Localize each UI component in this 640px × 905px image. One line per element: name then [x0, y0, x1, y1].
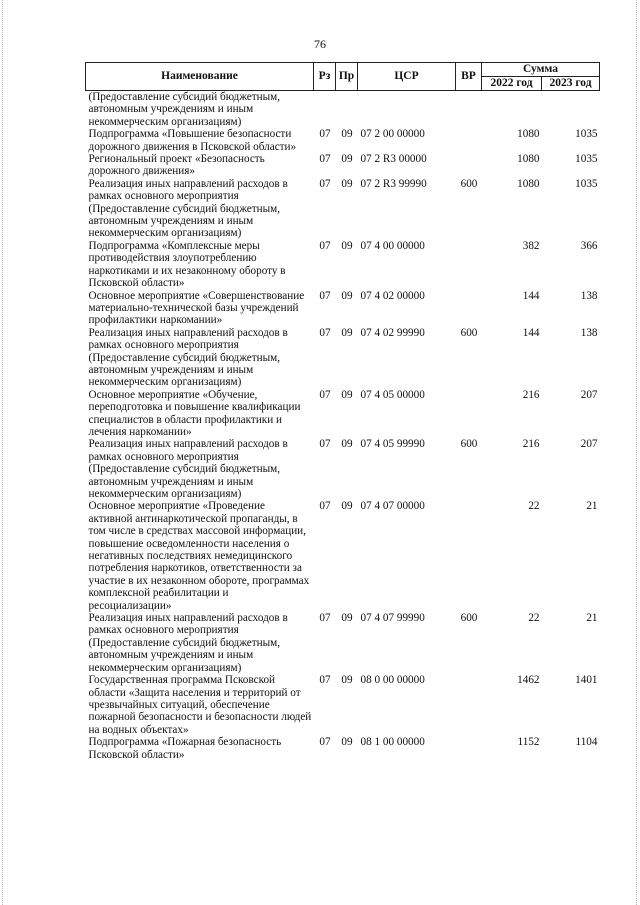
cell-rz: 07	[319, 500, 331, 513]
table-row	[86, 327, 600, 389]
cell-csr: 07 4 07 99990	[360, 612, 425, 625]
cell-csr: 08 0 00 00000	[360, 674, 425, 687]
header-2022: 2022 год	[482, 77, 542, 91]
scan-edge-left	[2, 0, 4, 905]
cell-s2023: 207	[580, 388, 598, 401]
cell-name: Реализация иных направлений расходов в рамках основного мероприятия (Предоставление субсидий бюджетным, автономным учреждениям и иным некоммерческим организациям)	[88, 612, 288, 674]
cell-vr: 600	[460, 177, 478, 190]
cell-s2022: 1080	[517, 177, 540, 190]
cell-name: (Предоставление субсидий бюджетным, автономным учреждениям и иным некоммерческим организациям)	[88, 91, 281, 128]
cell-csr: 07 4 00 00000	[360, 239, 425, 252]
cell-name: Реализация иных направлений расходов в рамках основного мероприятия (Предоставление субсидий бюджетным, автономным учреждениям и иным некоммерческим организациям)	[88, 177, 288, 240]
header-pr: Пр	[336, 63, 358, 91]
table-row	[86, 500, 600, 612]
cell-vr	[456, 240, 482, 290]
cell-rz: 07	[319, 128, 331, 141]
cell-vr	[456, 290, 482, 327]
cell-csr: 07 4 05 99990	[360, 438, 425, 451]
cell-pr: 09	[341, 326, 353, 339]
cell-s2022: 1462	[517, 674, 540, 687]
cell-s2022: 216	[522, 388, 540, 401]
cell-rz: 07	[319, 674, 331, 687]
header-rz: Рз	[314, 63, 336, 91]
header-name: Наименование	[86, 63, 314, 91]
cell-s2023: 1035	[575, 153, 598, 166]
table-row	[86, 178, 600, 240]
cell-vr: 600	[460, 326, 478, 339]
cell-rz: 07	[319, 239, 331, 252]
cell-s2023: 366	[580, 239, 598, 252]
cell-pr: 09	[341, 289, 353, 302]
cell-csr: 07 4 07 00000	[360, 500, 425, 513]
scan-edge-right	[636, 0, 638, 905]
cell-csr: 07 2 R3 99990	[360, 177, 427, 190]
cell-s2022: 22	[528, 500, 540, 513]
cell-rz: 07	[319, 736, 331, 749]
budget-table	[85, 62, 600, 761]
cell-rz: 07	[319, 612, 331, 625]
cell-s2022: 22	[528, 612, 540, 625]
cell-s2023: 1035	[575, 177, 598, 190]
table-row	[86, 128, 600, 153]
table-row	[86, 389, 600, 439]
cell-pr: 09	[341, 612, 353, 625]
cell-csr: 08 1 00 00000	[360, 736, 425, 749]
cell-pr: 09	[341, 674, 353, 687]
header-csr: ЦСР	[358, 63, 456, 91]
table-row	[86, 91, 600, 129]
cell-rz: 07	[319, 438, 331, 451]
header-sum: Сумма	[482, 63, 600, 77]
cell-rz: 07	[319, 177, 331, 190]
cell-vr	[456, 128, 482, 153]
cell-s2023: 1035	[575, 128, 598, 141]
cell-rz: 07	[319, 326, 331, 339]
cell-name: Государственная программа Псковской области «Защита населения и территорий от чрезвычайных ситуаций, обеспечение пожарной безопасности и безопасности людей на водных объектах»	[88, 674, 312, 736]
cell-name: Основное мероприятие «Обучение, переподготовка и повышение квалификации специалистов в области профилактики и лечения наркомании»	[88, 388, 301, 438]
cell-s2022: 144	[522, 326, 540, 339]
cell-rz: 07	[319, 153, 331, 166]
cell-vr	[456, 153, 482, 178]
cell-name: Основное мероприятие «Проведение активной антинаркотической пропаганды, в том числе в средствах массовой информации, повышение осведомленности населения о негативных последствиях немедицинского потребления наркотиков, ответственности за участие в их незаконном обороте, программах комплексной реабилитации и ресоциализации»	[88, 500, 310, 612]
cell-vr	[456, 389, 482, 439]
cell-name: Региональный проект «Безопасность дорожного движения»	[88, 153, 265, 178]
cell-pr: 09	[341, 153, 353, 166]
cell-name: Подпрограмма «Комплексные меры противодействия злоупотреблению наркотиками и их незаконному обороту в Псковской области»	[88, 239, 286, 290]
cell-name: Реализация иных направлений расходов в рамках основного мероприятия (Предоставление субсидий бюджетным, автономным учреждениям и иным некоммерческим организациям)	[88, 326, 288, 389]
cell-s2022: 1152	[517, 736, 540, 749]
cell-s2023: 21	[586, 612, 598, 625]
cell-s2023: 207	[580, 438, 598, 451]
table-row	[86, 612, 600, 674]
cell-vr: 600	[460, 612, 478, 625]
cell-pr: 09	[341, 239, 353, 252]
cell-s2022: 144	[522, 289, 540, 302]
cell-vr	[456, 91, 482, 129]
table-row	[86, 153, 600, 178]
cell-s2022	[482, 91, 542, 129]
cell-pr	[336, 91, 358, 129]
cell-pr: 09	[341, 128, 353, 141]
cell-csr: 07 4 05 00000	[360, 388, 425, 401]
cell-csr: 07 4 02 00000	[360, 289, 425, 302]
cell-s2023	[542, 91, 600, 129]
cell-name: Подпрограмма «Повышение безопасности дорожного движения в Псковской области»	[88, 128, 297, 153]
header-2023: 2023 год	[542, 77, 600, 91]
cell-vr: 600	[460, 438, 478, 451]
cell-vr	[456, 500, 482, 612]
cell-rz: 07	[319, 289, 331, 302]
cell-s2022: 1080	[517, 153, 540, 166]
cell-s2023: 21	[586, 500, 598, 513]
cell-rz	[314, 91, 336, 129]
table-row	[86, 736, 600, 761]
cell-vr	[456, 736, 482, 761]
cell-csr: 07 2 00 00000	[360, 128, 425, 141]
cell-name: Реализация иных направлений расходов в рамках основного мероприятия (Предоставление субсидий бюджетным, автономным учреждениям и иным некоммерческим организациям)	[88, 438, 288, 500]
table-row	[86, 674, 600, 736]
table-body	[86, 91, 600, 761]
table-row	[86, 438, 600, 500]
cell-s2022: 382	[522, 239, 540, 252]
table-row	[86, 240, 600, 290]
cell-vr	[456, 674, 482, 736]
table-header	[86, 63, 600, 91]
cell-pr: 09	[341, 500, 353, 513]
cell-csr: 07 4 02 99990	[360, 326, 425, 339]
cell-pr: 09	[341, 177, 353, 190]
table-row	[86, 290, 600, 327]
page-number: 76	[314, 37, 326, 51]
cell-csr	[358, 91, 456, 129]
cell-s2023: 1401	[575, 674, 598, 687]
header-vr: ВР	[456, 63, 482, 91]
cell-s2022: 1080	[517, 128, 540, 141]
cell-pr: 09	[341, 438, 353, 451]
cell-s2022: 216	[522, 438, 540, 451]
cell-pr: 09	[341, 736, 353, 749]
cell-name: Основное мероприятие «Совершенствование материально-технической базы учреждений профилактики наркомании»	[88, 289, 305, 327]
cell-rz: 07	[319, 388, 331, 401]
cell-csr: 07 2 R3 00000	[360, 153, 427, 166]
cell-pr: 09	[341, 388, 353, 401]
cell-s2023: 138	[580, 326, 598, 339]
cell-name: Подпрограмма «Пожарная безопасность Псковской области»	[88, 736, 282, 761]
cell-s2023: 1104	[575, 736, 598, 749]
cell-s2023: 138	[580, 289, 598, 302]
